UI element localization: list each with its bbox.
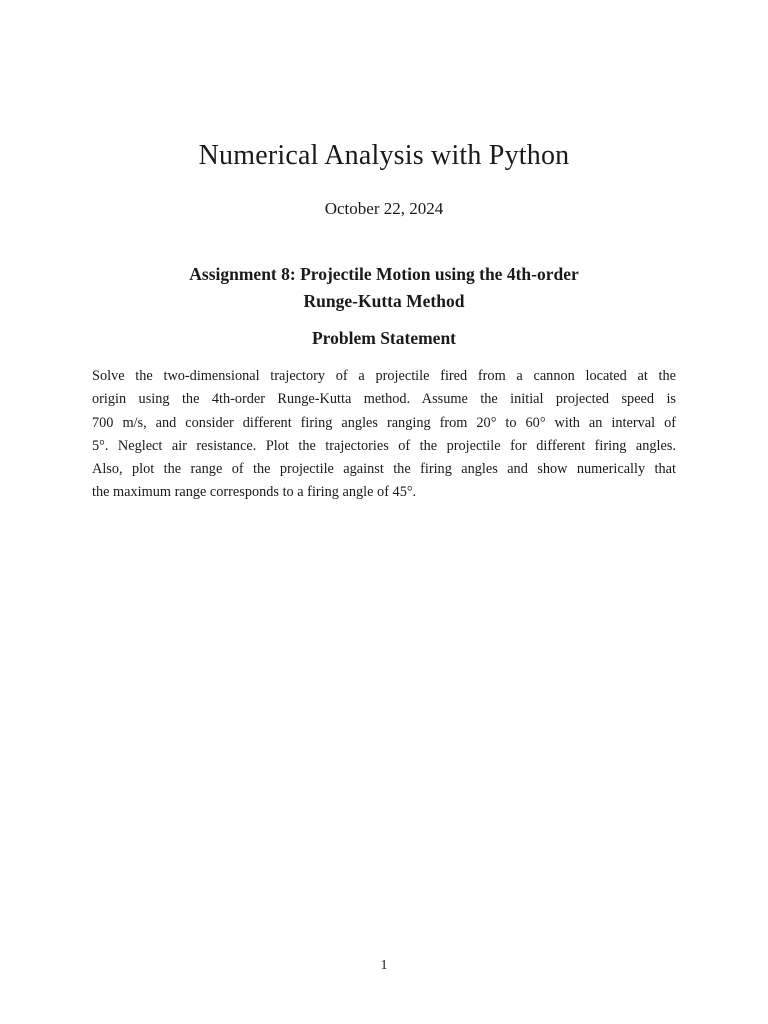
section-heading: Problem Statement — [311, 328, 457, 348]
document-title: Numerical Analysis with Python — [198, 140, 570, 171]
paragraph-line: Solve the two-dimensional trajectory of a projectile fired from a cannon located at the — [92, 368, 676, 384]
assignment-heading-line-1: Assignment 8: Projectile Motion using the 4th-order — [189, 264, 579, 284]
paragraph-line: 700 m/s, and consider different firing angles ranging from 20° to 60° with an interval of — [92, 414, 676, 431]
problem-statement-paragraph — [92, 365, 676, 505]
paragraph-line: 5°. Neglect air resistance. Plot the trajectories of the projectile for different firing angles. — [92, 437, 676, 454]
assignment-heading — [0, 261, 768, 315]
document-date: October 22, 2024 — [324, 199, 444, 218]
paragraph-line: Also, plot the range of the projectile against the firing angles and show numerically that — [92, 461, 676, 478]
page-number: 1 — [380, 958, 388, 973]
paragraph-line: origin using the 4th-order Runge-Kutta method. Assume the initial projected speed is — [92, 391, 676, 408]
assignment-heading-line-2: Runge-Kutta Method — [303, 291, 465, 311]
paragraph-line: the maximum range corresponds to a firing angle of 45°. — [92, 484, 417, 501]
